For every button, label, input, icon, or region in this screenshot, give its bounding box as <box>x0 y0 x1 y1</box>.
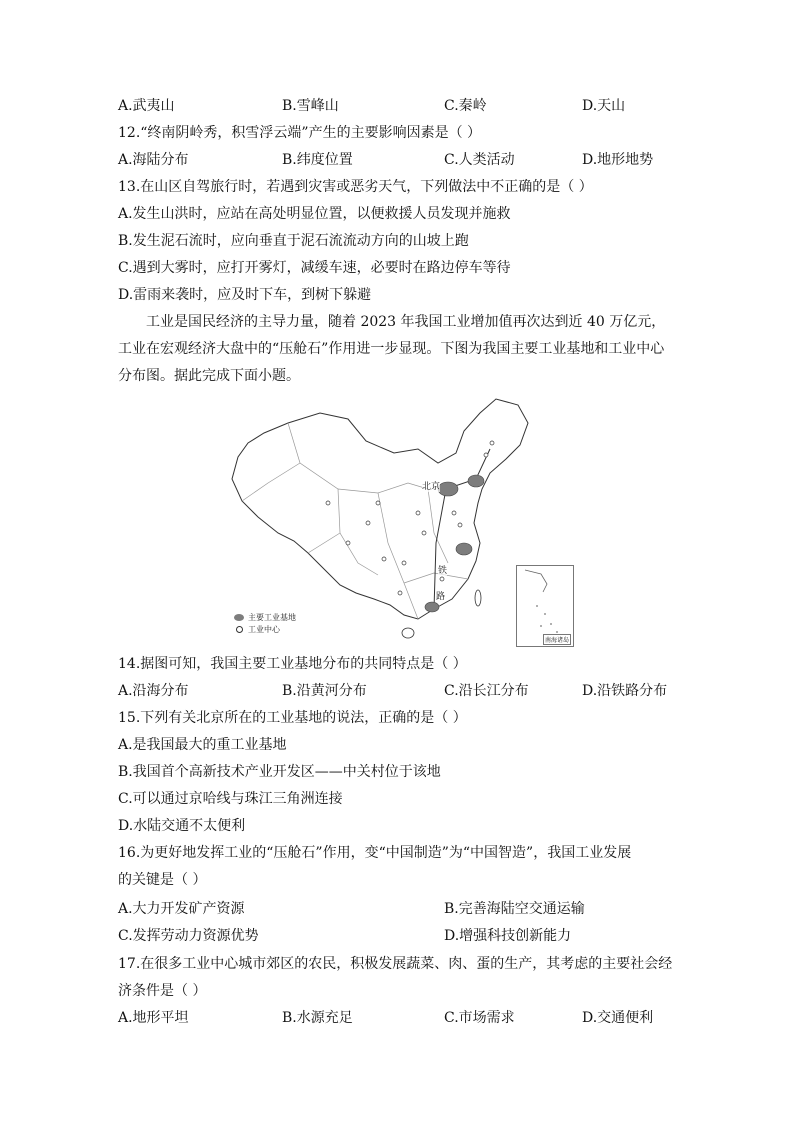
q17-stem-line1: 17.在很多工业中心城市郊区的农民，积极发展蔬菜、肉、蛋的生产，其考虑的主要社会经 <box>118 956 673 972</box>
q16-option-d: D.增强科技创新能力 <box>444 928 572 944</box>
q17-option-a: A.地形平坦 <box>118 1010 189 1026</box>
q13-option-b: B.发生泥石流时，应向垂直于泥石流流动方向的山坡上跑 <box>118 233 469 249</box>
q12-option-b: B.纬度位置 <box>282 152 353 168</box>
q15-option-d: D.水陆交通不太便利 <box>118 818 246 834</box>
q11-option-c: C.秦岭 <box>444 98 487 114</box>
legend-center-label: 工业中心 <box>248 625 280 634</box>
q17-option-d: D.交通便利 <box>582 1010 654 1026</box>
q14-option-a: A.沿海分布 <box>118 683 189 699</box>
q11-option-b: B.雪峰山 <box>282 98 339 114</box>
q13-option-a: A.发生山洪时，应站在高处明显位置，以便救援人员发现并施救 <box>118 206 511 222</box>
south-china-sea-inset <box>516 565 574 647</box>
center-swatch-icon <box>236 626 243 633</box>
map-label-beijing: 北京 <box>422 479 440 492</box>
q12-option-d: D.地形地势 <box>582 152 654 168</box>
q14-option-b: B.沿黄河分布 <box>282 683 367 699</box>
q15-option-c: C.可以通过京哈线与珠江三角洲连接 <box>118 791 343 807</box>
legend-base-label: 主要工业基地 <box>248 613 296 622</box>
q14-stem: 14.据图可知，我国主要工业基地分布的共同特点是（ ） <box>118 656 467 672</box>
q16-stem-line2: 的关键是（ ） <box>118 872 207 888</box>
q16-option-b: B.完善海陆空交通运输 <box>444 901 585 917</box>
q12-stem: 12.“终南阴岭秀，积雪浮云端”产生的主要影响因素是（ ） <box>118 125 482 141</box>
q17-option-b: B.水源充足 <box>282 1010 353 1026</box>
legend-item-base <box>232 612 296 624</box>
q11-option-a: A.武夷山 <box>118 98 175 114</box>
q12-option-a: A.海陆分布 <box>118 152 189 168</box>
inset-label: 南海诸岛 <box>543 634 571 645</box>
q13-stem: 13.在山区自驾旅行时，若遇到灾害或恶劣天气，下列做法中不正确的是（ ） <box>118 179 593 195</box>
q17-stem-line2: 济条件是（ ） <box>118 983 207 999</box>
q17-option-c: C.市场需求 <box>444 1010 515 1026</box>
q13-option-d: D.雷雨来袭时，应及时下车，到树下躲避 <box>118 287 372 303</box>
legend-item-center <box>232 624 296 636</box>
q15-stem: 15.下列有关北京所在的工业基地的说法，正确的是（ ） <box>118 710 467 726</box>
map-label-rail-1: 铁 <box>438 563 447 576</box>
q16-stem-line1: 16.为更好地发挥工业的“压舱石”作用，变“中国制造”为“中国智造”，我国工业发展 <box>118 845 632 861</box>
q15-option-a: A.是我国最大的重工业基地 <box>118 737 287 753</box>
q16-option-c: C.发挥劳动力资源优势 <box>118 928 259 944</box>
passage: 工业是国民经济的主导力量，随着 2023 年我国工业增加值再次达到近 40 万亿元，工业在宏观经济大盘中的“压舱石”作用进一步显现。下图为我国主要工业基地和工业中心分布图。据此完成下面小题。 <box>118 314 666 384</box>
map-label-rail-2: 路 <box>436 589 445 602</box>
base-swatch-icon <box>234 614 244 621</box>
q16-option-a: A.大力开发矿产资源 <box>118 901 245 917</box>
map-legend <box>232 612 296 636</box>
q15-option-b: B.我国首个高新技术产业开发区——中关村位于该地 <box>118 764 441 780</box>
q13-option-c: C.遇到大雾时，应打开雾灯，减缓车速，必要时在路边停车等待 <box>118 260 511 276</box>
q14-option-c: C.沿长江分布 <box>444 683 529 699</box>
q14-option-d: D.沿铁路分布 <box>582 683 668 699</box>
q11-option-d: D.天山 <box>582 98 626 114</box>
q12-option-c: C.人类活动 <box>444 152 515 168</box>
